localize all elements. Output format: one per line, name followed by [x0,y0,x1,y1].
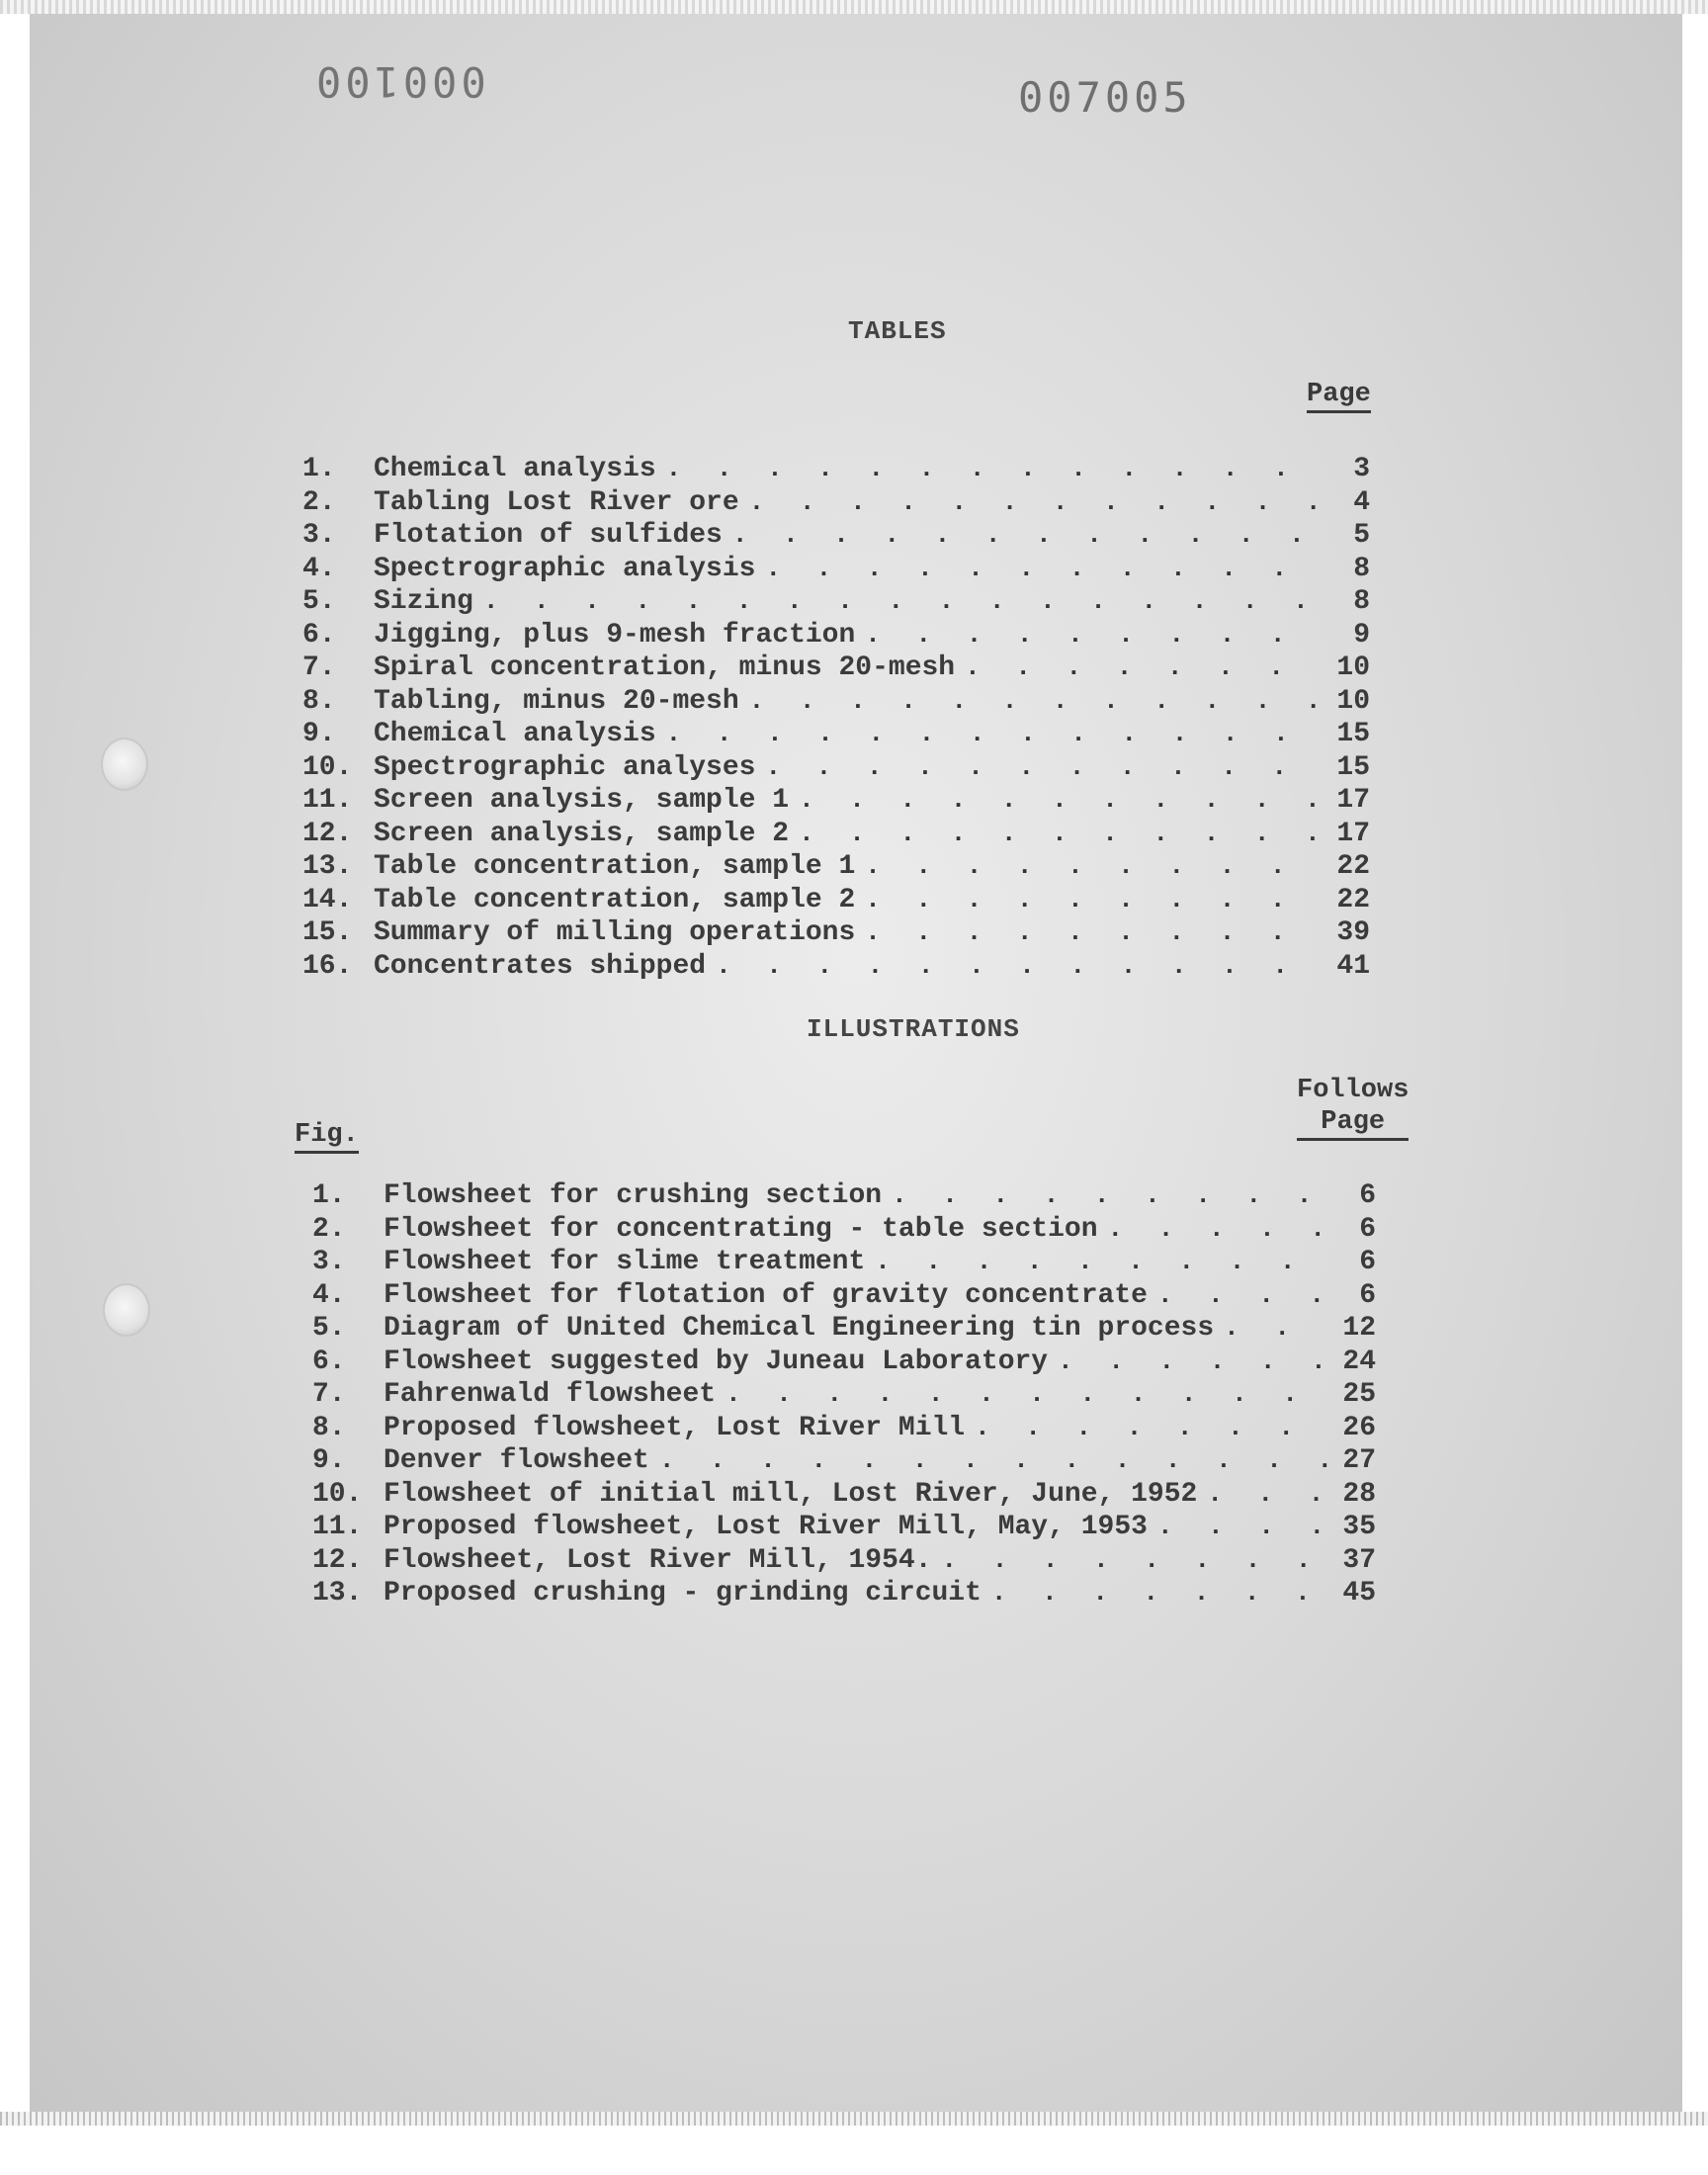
entry-page: 5 [1353,520,1370,551]
entry-page: 4 [1353,486,1370,518]
entry-title: Spectrographic analyses [374,751,756,783]
dot-leader [865,916,1324,950]
entry-title: Spiral concentration, minus 20-mesh [374,652,956,683]
scan-edge-bottom [0,2112,1708,2126]
dot-leader [799,784,1324,818]
illustration-entry [312,1544,1376,1578]
dot-leader [716,950,1324,984]
entry-number: 4. [302,553,336,584]
illustration-entry [312,1213,1376,1247]
entry-number: 13. [312,1578,363,1609]
table-entry [302,950,1370,984]
entry-page: 8 [1353,586,1370,617]
dot-leader [666,718,1324,751]
entry-number: 8. [302,685,336,717]
entry-number: 7. [312,1379,346,1410]
entry-page: 9 [1353,619,1370,651]
table-entry [302,916,1370,950]
entry-number: 12. [302,818,353,849]
follows-label: Follows [1297,1076,1409,1105]
illustration-entry [312,1444,1376,1478]
dot-leader [732,519,1324,553]
entry-page: 6 [1359,1180,1376,1211]
dot-leader [975,1412,1330,1445]
entry-title: Fahrenwald flowsheet [384,1379,717,1410]
table-entry [302,718,1370,751]
entry-page: 8 [1353,553,1370,584]
entry-page: 28 [1342,1478,1376,1510]
entry-number: 2. [312,1213,346,1245]
entry-number: 12. [312,1544,363,1576]
dot-leader [1157,1279,1330,1313]
dot-leader [991,1577,1330,1610]
entry-title: Flowsheet, Lost River Mill, 1954. [384,1544,932,1576]
entry-title: Flotation of sulfides [374,520,723,551]
entry-page: 17 [1336,818,1370,849]
entry-number: 11. [312,1512,363,1542]
dot-leader [865,884,1324,917]
illustration-entry [312,1246,1376,1279]
dot-leader [659,1444,1330,1478]
entry-title: Chemical analysis [374,719,656,749]
entry-number: 2. [302,486,336,518]
tables-heading: TABLES [848,316,947,346]
entry-page: 12 [1342,1313,1376,1344]
entry-number: 8. [312,1412,346,1443]
entry-title: Jigging, plus 9-mesh fraction [374,619,856,651]
punch-hole-upper [101,738,148,791]
entry-number: 7. [302,652,336,683]
entry-page: 17 [1336,785,1370,816]
entry-number: 15. [302,917,353,948]
entry-title: Screen analysis, sample 2 [374,818,790,849]
illustration-entry [312,1378,1376,1412]
entry-title: Flowsheet suggested by Juneau Laboratory [384,1346,1049,1377]
entry-page: 15 [1336,751,1370,783]
dot-leader [1108,1213,1330,1247]
dot-leader [799,818,1324,851]
entry-number: 11. [302,785,353,816]
table-entry [302,519,1370,553]
table-entry [302,751,1370,785]
dot-leader [942,1544,1331,1578]
entry-title: Diagram of United Chemical Engineering tin process [384,1313,1215,1344]
entry-page: 3 [1353,454,1370,484]
table-entry [302,818,1370,851]
entry-title: Proposed crushing - grinding circuit [384,1578,982,1609]
entry-page: 39 [1336,917,1370,948]
entry-page: 37 [1342,1544,1376,1576]
entry-number: 4. [312,1279,346,1311]
entry-page: 15 [1336,719,1370,749]
illustration-entry [312,1577,1376,1610]
scan-edge-top [0,0,1708,14]
dot-leader [865,619,1324,652]
dot-leader [749,685,1324,719]
illustration-entry [312,1279,1376,1313]
illustration-entry [312,1179,1376,1213]
entry-page: 6 [1359,1279,1376,1311]
dot-leader [749,486,1324,520]
table-entry [302,652,1370,685]
illustrations-follows-page-label [1297,1075,1409,1141]
entry-number: 13. [302,851,353,882]
fig-column-label: Fig. [295,1119,359,1154]
entry-title: Proposed flowsheet, Lost River Mill [384,1412,966,1443]
entry-title: Flowsheet for slime treatment [384,1247,866,1277]
dot-leader [666,453,1324,486]
illustration-entry [312,1511,1376,1544]
entry-page: 26 [1342,1412,1376,1443]
entry-number: 10. [302,751,353,783]
dot-leader [875,1246,1330,1279]
entry-title: Tabling Lost River ore [374,486,739,518]
dot-leader [483,585,1324,619]
entry-number: 5. [312,1313,346,1344]
dot-leader [865,850,1324,884]
entry-page: 25 [1342,1379,1376,1410]
illustration-entry [312,1346,1376,1379]
entry-title: Proposed flowsheet, Lost River Mill, May, 1953 [384,1512,1148,1542]
table-entry [302,486,1370,520]
dot-leader [965,652,1324,685]
entry-page: 45 [1342,1578,1376,1609]
tables-page-column-label: Page [1307,379,1371,413]
entry-title: Tabling, minus 20-mesh [374,685,739,717]
entry-title: Chemical analysis [374,454,656,484]
dot-leader [765,751,1324,785]
entry-title: Flowsheet for flotation of gravity concentrate [384,1279,1148,1311]
table-entry [302,453,1370,486]
entry-title: Flowsheet for crushing section [384,1180,883,1211]
entry-title: Sizing [374,586,473,617]
dot-leader [1224,1312,1330,1346]
entry-number: 1. [302,454,336,484]
table-entry [302,884,1370,917]
illustration-entry [312,1312,1376,1346]
dot-leader [1058,1346,1330,1379]
entry-title: Screen analysis, sample 1 [374,785,790,816]
entry-page: 41 [1336,950,1370,982]
entry-page: 10 [1336,652,1370,683]
dot-leader [1207,1478,1330,1512]
stamp-number-inverted: 000100 [312,57,486,106]
entry-title: Spectrographic analysis [374,553,756,584]
entry-page: 10 [1336,685,1370,717]
table-entry [302,619,1370,652]
illustration-entry [312,1412,1376,1445]
table-entry [302,685,1370,719]
entry-title: Flowsheet of initial mill, Lost River, June, 1952 [384,1478,1198,1510]
entry-title: Table concentration, sample 1 [374,851,856,882]
entry-number: 6. [302,619,336,651]
illustrations-heading: ILLUSTRATIONS [807,1014,1020,1044]
entry-number: 14. [302,884,353,915]
entry-title: Concentrates shipped [374,950,707,982]
entry-number: 9. [302,719,336,749]
dot-leader [892,1179,1330,1213]
table-entry [302,585,1370,619]
entry-number: 6. [312,1346,346,1377]
table-entry [302,553,1370,586]
entry-page: 22 [1336,884,1370,915]
entry-page: 22 [1336,851,1370,882]
stamp-number: 007005 [1018,73,1192,122]
table-entry [302,784,1370,818]
dot-leader [1157,1511,1330,1544]
entry-title: Flowsheet for concentrating - table section [384,1213,1098,1245]
entry-number: 16. [302,950,353,982]
entry-page: 27 [1342,1445,1376,1476]
illustration-entry [312,1478,1376,1512]
entry-number: 10. [312,1478,363,1510]
entry-number: 1. [312,1180,346,1211]
illustrations-list [312,1179,1376,1610]
dot-leader [726,1378,1330,1412]
entry-page: 35 [1342,1512,1376,1542]
dot-leader [765,553,1324,586]
entry-page: 24 [1342,1346,1376,1377]
entry-number: 3. [302,520,336,551]
entry-number: 9. [312,1445,346,1476]
entry-title: Denver flowsheet [384,1445,649,1476]
entry-number: 5. [302,586,336,617]
follows-page-label: Page [1297,1106,1409,1141]
entry-title: Table concentration, sample 2 [374,884,856,915]
entry-number: 3. [312,1247,346,1277]
tables-list [302,453,1370,983]
entry-page: 6 [1359,1247,1376,1277]
punch-hole-lower [103,1283,150,1337]
table-entry [302,850,1370,884]
entry-title: Summary of milling operations [374,917,856,948]
entry-page: 6 [1359,1213,1376,1245]
